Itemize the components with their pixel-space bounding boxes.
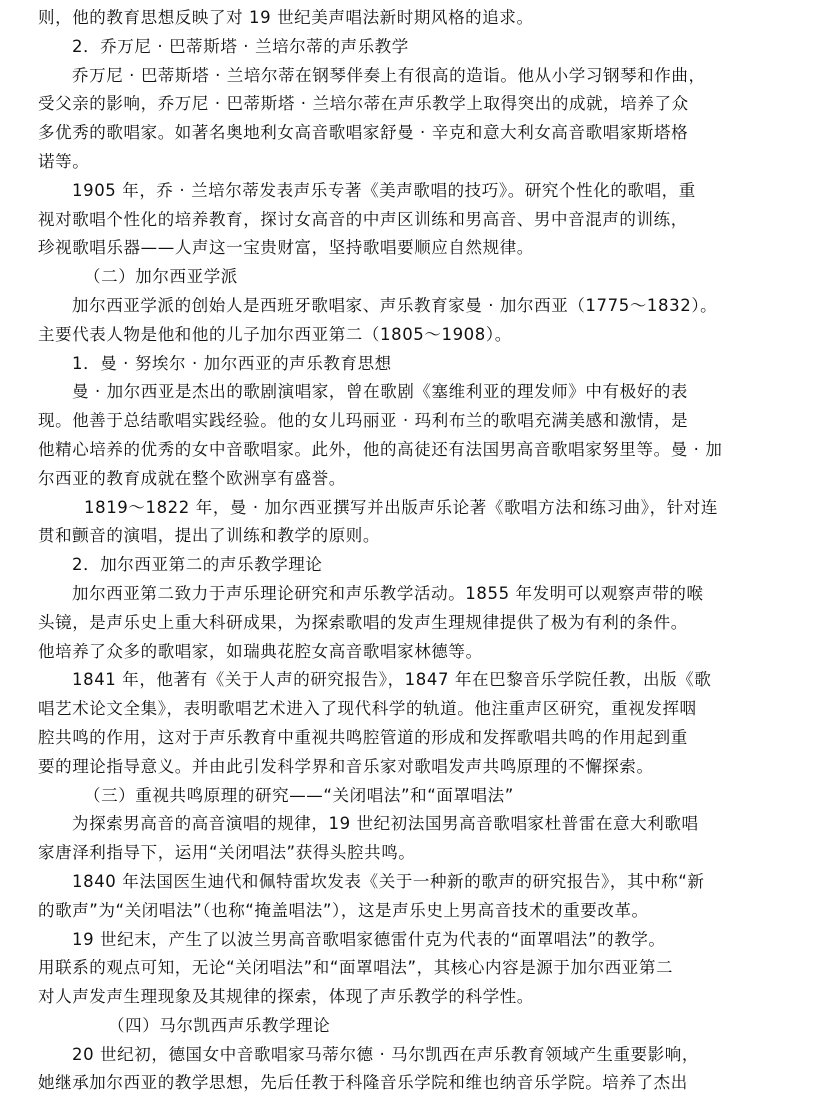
text-line: 腔共鸣的作用，这对于声乐教育中重视共鸣腔管道的形成和发挥歌唱共鸣的作用起到重 [38, 727, 688, 747]
text-line: 尔西亚的教育成就在整个欧洲享有盛誉。 [38, 468, 346, 488]
section-heading: 2．乔万尼 · 巴蒂斯塔 · 兰培尔蒂的声乐教学 [72, 36, 409, 56]
text-line: 的歌声”为“关闭唱法”（也称“掩盖唱法”），这是声乐史上男高音技术的重要改革。 [38, 900, 649, 920]
text-line: 现。他善于总结歌唱实践经验。他的女儿玛丽亚 · 玛利布兰的歌唱充满美感和激情，是 [38, 411, 689, 431]
text-line: 多优秀的歌唱家。如著名奥地利女高音歌唱家舒曼 · 辛克和意大利女高音歌唱家斯塔格 [38, 123, 689, 143]
text-line: 19 世纪末，产生了以波兰男高音歌唱家德雷什克为代表的“面罩唱法”的教学。 [72, 929, 666, 949]
section-heading: （二）加尔西亚学派 [84, 267, 238, 287]
text-line: 头镜，是声乐史上重大科研成果，为探索歌唱的发声生理规律提供了极为有利的条件。 [38, 612, 688, 632]
text-line: 视对歌唱个性化的培养教育，探讨女高音的中声区训练和男高音、男中音混声的训练， [38, 209, 688, 229]
text-line: 为探索男高音的高音演唱的规律，19 世纪初法国男高音歌唱家杜普雷在意大利歌唱 [72, 814, 699, 834]
section-heading: 2．加尔西亚第二的声乐教学理论 [72, 555, 323, 575]
text-line: 贯和颤音的演唱，提出了训练和教学的原则。 [38, 526, 380, 546]
text-line: 家唐泽利指导下，运用“关闭唱法”获得头腔共鸣。 [38, 843, 416, 863]
text-line: 要的理论指导意义。并由此引发科学界和音乐家对歌唱发声共鸣原理的不懈探索。 [38, 756, 654, 776]
text-line: 20 世纪初，德国女中音歌唱家马蒂尔德 · 马尔凯西在声乐教育领域产生重要影响， [72, 1044, 699, 1064]
text-line: 则，他的教育思想反映了对 19 世纪美声唱法新时期风格的追求。 [38, 8, 534, 27]
text-line: 曼 · 加尔西亚是杰出的歌剧演唱家，曾在歌剧《塞维利亚的理发师》中有极好的表 [72, 382, 689, 402]
text-line: 唱艺术论文全集》，表明歌唱艺术进入了现代科学的轨道。他注重声区研究，重视发挥咽 [38, 699, 697, 719]
text-line: 他培养了众多的歌唱家，如瑞典花腔女高音歌唱家林德等。 [38, 641, 483, 661]
text-line: 乔万尼 · 巴蒂斯塔 · 兰培尔蒂在钢琴伴奏上有很高的造诣。他从小学习钢琴和作曲， [72, 65, 706, 85]
text-line: 主要代表人物是他和他的儿子加尔西亚第二（1805～1908）。 [38, 324, 512, 344]
text-line: 珍视歌唱乐器——人声这一宝贵财富，坚持歌唱要顺应自然规律。 [38, 238, 534, 258]
text-line: 对人声发声生理现象及其规律的探索，体现了声乐教学的科学性。 [38, 987, 534, 1007]
text-line: 受父亲的影响，乔万尼 · 巴蒂斯塔 · 兰培尔蒂在声乐教学上取得突出的成就，培养了众 [38, 94, 689, 114]
text-line: 加尔西亚第二致力于声乐理论研究和声乐教学活动。1855 年发明可以观察声带的喉 [72, 583, 704, 603]
section-heading: （三）重视共鸣原理的研究——“关闭唱法”和“面罩唱法” [84, 785, 514, 805]
section-heading: （四）马尔凯西声乐教学理论 [108, 1015, 331, 1035]
text-line: 1840 年法国医生迪代和佩特雷坎发表《关于一种新的歌声的研究报告》，其中称“新 [72, 871, 705, 891]
text-line: 诺等。 [38, 151, 90, 171]
text-line: 1905 年，乔 · 兰培尔蒂发表声乐专著《美声歌唱的技巧》。研究个性化的歌唱，重 [72, 180, 696, 200]
text-line: 1841 年，他著有《关于人声的研究报告》，1847 年在巴黎音乐学院任教，出版《歌 [72, 670, 712, 690]
text-line: 用联系的观点可知，无论“关闭唱法”和“面罩唱法”，其核心内容是源于加尔西亚第二 [38, 958, 674, 978]
text-line: 他精心培养的优秀的女中音歌唱家。此外，他的高徒还有法国男高音歌唱家努里等。曼 · 加 [38, 439, 723, 459]
text-line: 加尔西亚学派的创始人是西班牙歌唱家、声乐教育家曼 · 加尔西亚（1775～1832）。 [72, 295, 718, 315]
text-line: 1819～1822 年，曼 · 加尔西亚撰写并出版声乐论著《歌唱方法和练习曲》，针对连 [84, 497, 719, 517]
section-heading: 1．曼 · 努埃尔 · 加尔西亚的声乐教育思想 [72, 353, 392, 373]
text-line: 她继承加尔西亚的教学思想，先后任教于科隆音乐学院和维也纳音乐学院。培养了杰出 [38, 1073, 688, 1093]
